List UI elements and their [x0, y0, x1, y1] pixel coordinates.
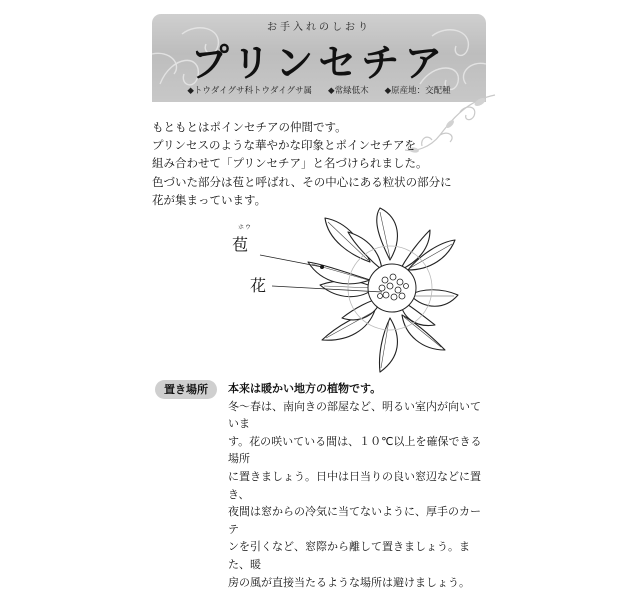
intro-line: プリンセスのような華やかな印象とポインセチアを — [152, 138, 417, 153]
intro-text — [152, 118, 482, 209]
intro-line: もともとはポインセチアの仲間です。 — [152, 120, 347, 134]
intro-line: 花が集まっています。 — [152, 192, 267, 207]
page-title: プリンセチア — [190, 40, 448, 85]
placement-lead: 本来は暖かい地方の植物です。 — [228, 382, 382, 395]
placement-line: ンを引くなど、窓際から離して置きましょう。また、暖 — [228, 540, 470, 571]
placement-badge: 置き場所 — [155, 380, 217, 399]
header-banner — [152, 14, 486, 102]
placement-line: 夜間は窓からの冷気に当てないように、厚手のカーテ — [228, 505, 481, 536]
type-label: ◆常緑低木 — [328, 86, 369, 96]
header-subtitle: お手入れのしおり — [267, 22, 371, 33]
family-label: ◆トウダイグサ科トウダイグサ属 — [187, 86, 313, 96]
origin-label: ◆原産地：交配種 — [384, 86, 451, 96]
placement-line: に置きましょう。日中は日当りの良い窓辺などに置き、 — [228, 469, 481, 501]
bract-label: 苞 — [232, 235, 249, 254]
placement-line: 房の風が直接当たるような場所は避けましょう。 — [228, 575, 470, 589]
intro-line: 色づいた部分は苞と呼ばれ、その中心にある粒状の部分に — [152, 174, 452, 189]
flower-label: 花 — [250, 276, 267, 295]
placement-text — [228, 380, 490, 591]
placement-line: す。花の咲いている間は、１０℃以上を確保できる場所 — [228, 434, 482, 466]
bract-ruby: ホウ — [238, 224, 253, 231]
placement-line: 冬〜春は、南向きの部屋など、明るい室内が向いていま — [228, 399, 481, 431]
intro-line: 組み合わせて「プリンセチア」と名づけられました。 — [152, 156, 428, 171]
